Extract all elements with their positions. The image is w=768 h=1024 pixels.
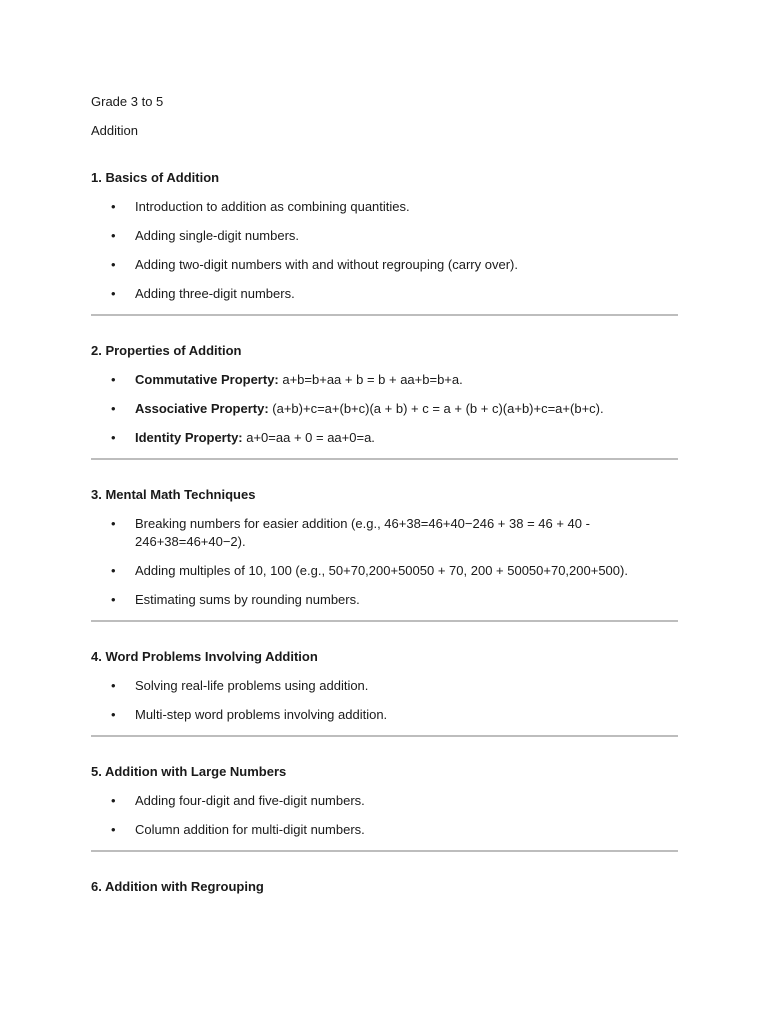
list-item xyxy=(91,227,678,245)
list-item xyxy=(91,285,678,303)
list-item-text: Adding multiples of 10, 100 (e.g., 50+70,200+50050 + 70, 200 + 50050+70,200+500). xyxy=(135,563,628,578)
bullet-icon: • xyxy=(111,430,116,445)
list-item xyxy=(91,677,678,695)
list-item-text: Column addition for multi-digit numbers. xyxy=(135,822,365,837)
section-title: 4. Word Problems Involving Addition xyxy=(91,649,318,664)
property-label: Associative Property: xyxy=(135,401,269,416)
bullet-list xyxy=(91,792,678,839)
bullet-icon: • xyxy=(111,563,116,578)
sections-container xyxy=(91,169,678,896)
section xyxy=(91,486,678,622)
list-item xyxy=(91,706,678,724)
section xyxy=(91,169,678,316)
list-item xyxy=(91,562,678,580)
bullet-icon: • xyxy=(111,793,116,808)
list-item-text: Adding three-digit numbers. xyxy=(135,286,295,301)
list-item-text: Adding four-digit and five-digit numbers. xyxy=(135,793,365,808)
section-title: 1. Basics of Addition xyxy=(91,170,220,185)
list-item xyxy=(91,591,678,609)
section-title: 2. Properties of Addition xyxy=(91,343,242,358)
list-item-text: (a+b)+c=a+(b+c)(a + b) + c = a + (b + c)(a+b)+c=a+(b+c). xyxy=(268,401,604,416)
bullet-list xyxy=(91,677,678,724)
section xyxy=(91,763,678,852)
list-item xyxy=(91,198,678,216)
section-divider xyxy=(91,458,678,460)
bullet-icon: • xyxy=(111,592,116,607)
section xyxy=(91,648,678,737)
bullet-icon: • xyxy=(111,516,116,531)
section-divider xyxy=(91,620,678,622)
bullet-list xyxy=(91,515,678,609)
bullet-icon: • xyxy=(111,228,116,243)
section-title: 5. Addition with Large Numbers xyxy=(91,764,287,779)
list-item-text: Estimating sums by rounding numbers. xyxy=(135,592,360,607)
bullet-icon: • xyxy=(111,707,116,722)
list-item-text: Solving real-life problems using addition. xyxy=(135,678,369,693)
list-item-text: Adding two-digit numbers with and without regrouping (carry over). xyxy=(135,257,518,272)
list-item-text: Breaking numbers for easier addition (e.g., 46+38=46+40−246 + 38 = 46 + 40 - 246+38=46+40−2). xyxy=(135,516,590,549)
bullet-icon: • xyxy=(111,257,116,272)
property-label: Identity Property: xyxy=(135,430,243,445)
section-title: 3. Mental Math Techniques xyxy=(91,487,256,502)
bullet-icon: • xyxy=(111,286,116,301)
grade-range: Grade 3 to 5 xyxy=(91,94,164,109)
bullet-icon: • xyxy=(111,678,116,693)
list-item-text: Adding single-digit numbers. xyxy=(135,228,300,243)
bullet-icon: • xyxy=(111,199,116,214)
property-label: Commutative Property: xyxy=(135,372,279,387)
list-item xyxy=(91,429,678,447)
bullet-list xyxy=(91,198,678,303)
section xyxy=(91,878,678,896)
list-item-text: a+b=b+aa + b = b + aa+b=b+a. xyxy=(278,372,463,387)
bullet-icon: • xyxy=(111,372,116,387)
bullet-list xyxy=(91,371,678,447)
section-divider xyxy=(91,850,678,852)
list-item-text: Introduction to addition as combining quantities. xyxy=(135,199,410,214)
list-item xyxy=(91,792,678,810)
bullet-icon: • xyxy=(111,401,116,416)
list-item xyxy=(91,256,678,274)
bullet-icon: • xyxy=(111,822,116,837)
subject-title: Addition xyxy=(91,123,138,138)
list-item xyxy=(91,371,678,389)
list-item-text: a+0=aa + 0 = aa+0=a. xyxy=(242,430,375,445)
document-body xyxy=(91,93,678,907)
section-title: 6. Addition with Regrouping xyxy=(91,879,264,894)
section-divider xyxy=(91,314,678,316)
section xyxy=(91,342,678,460)
list-item xyxy=(91,400,678,418)
list-item xyxy=(91,515,678,551)
list-item-text: Multi-step word problems involving addition. xyxy=(135,707,388,722)
list-item xyxy=(91,821,678,839)
section-divider xyxy=(91,735,678,737)
